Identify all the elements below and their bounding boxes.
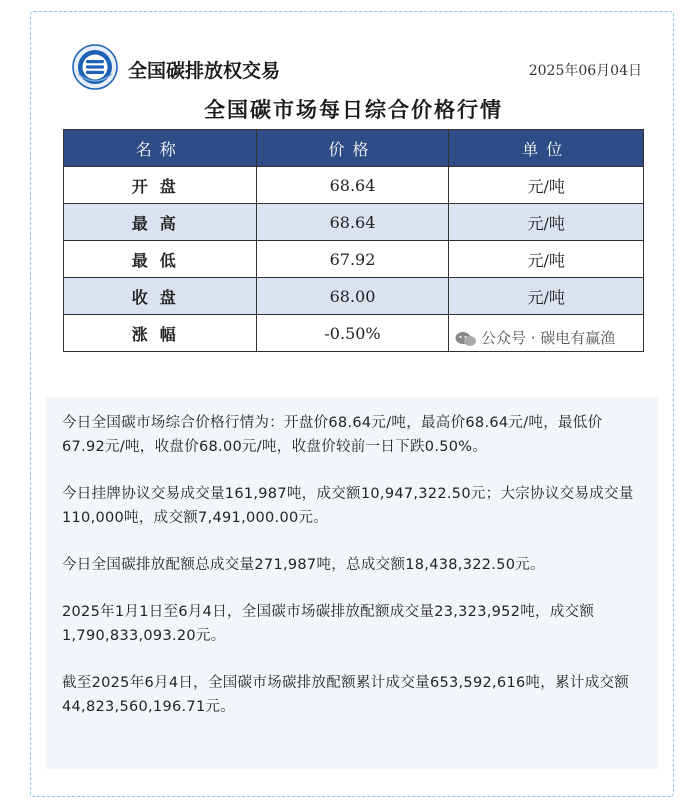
watermark-text: 公众号 · 碳电有赢渔	[481, 329, 616, 347]
national-carbon-exchange-logo-icon	[72, 44, 118, 90]
table-row	[64, 204, 644, 241]
row-price-close: 68.00	[256, 278, 449, 315]
summary-paragraph: 截至2025年6月4日，全国碳市场碳排放配额累计成交量653,592,616吨，累计成交额44,823,560,196.71元。	[62, 675, 630, 715]
watermark	[455, 327, 615, 348]
row-price-low: 67.92	[256, 241, 449, 278]
row-name-close: 收盘	[64, 278, 257, 315]
summary-paragraph: 今日挂牌协议交易成交量161,987吨，成交额10,947,322.50元；大宗协议交易成交量110,000吨，成交额7,491,000.00元。	[62, 486, 634, 526]
row-name-low: 最低	[64, 241, 257, 278]
header	[72, 44, 642, 92]
price-table	[63, 129, 644, 352]
row-price-change: -0.50%	[256, 315, 449, 352]
row-unit-low: 元/吨	[449, 241, 644, 278]
wechat-icon	[455, 331, 477, 347]
report-title: 全国碳市场每日综合价格行情	[204, 97, 503, 122]
column-header-price: 价格	[256, 130, 449, 167]
report-date: 2025年06月04日	[528, 63, 642, 79]
row-name-high: 最高	[64, 204, 257, 241]
column-header-name: 名称	[64, 130, 257, 167]
row-name-open: 开盘	[64, 167, 257, 204]
column-header-unit: 单位	[449, 130, 644, 167]
summary-paragraph: 今日全国碳市场综合价格行情为：开盘价68.64元/吨，最高价68.64元/吨，最低价67.92元/吨，收盘价68.00元/吨，收盘价较前一日下跌0.50%。	[62, 415, 603, 455]
row-unit-high: 元/吨	[449, 204, 644, 241]
summary-paragraph: 2025年1月1日至6月4日，全国碳市场碳排放配额成交量23,323,952吨，成交额1,790,833,093.20元。	[62, 604, 595, 644]
row-unit-close: 元/吨	[449, 278, 644, 315]
table-row	[64, 167, 644, 204]
row-price-high: 68.64	[256, 204, 449, 241]
table-row	[64, 278, 644, 315]
row-name-change: 涨幅	[64, 315, 257, 352]
org-name: 全国碳排放权交易	[128, 60, 281, 82]
row-price-open: 68.64	[256, 167, 449, 204]
summary-paragraph: 今日全国碳排放配额总成交量271,987吨，总成交额18,438,322.50元。	[62, 557, 545, 573]
table-header-row	[64, 130, 644, 167]
summary-box	[46, 397, 658, 769]
row-unit-open: 元/吨	[449, 167, 644, 204]
table-row	[64, 241, 644, 278]
